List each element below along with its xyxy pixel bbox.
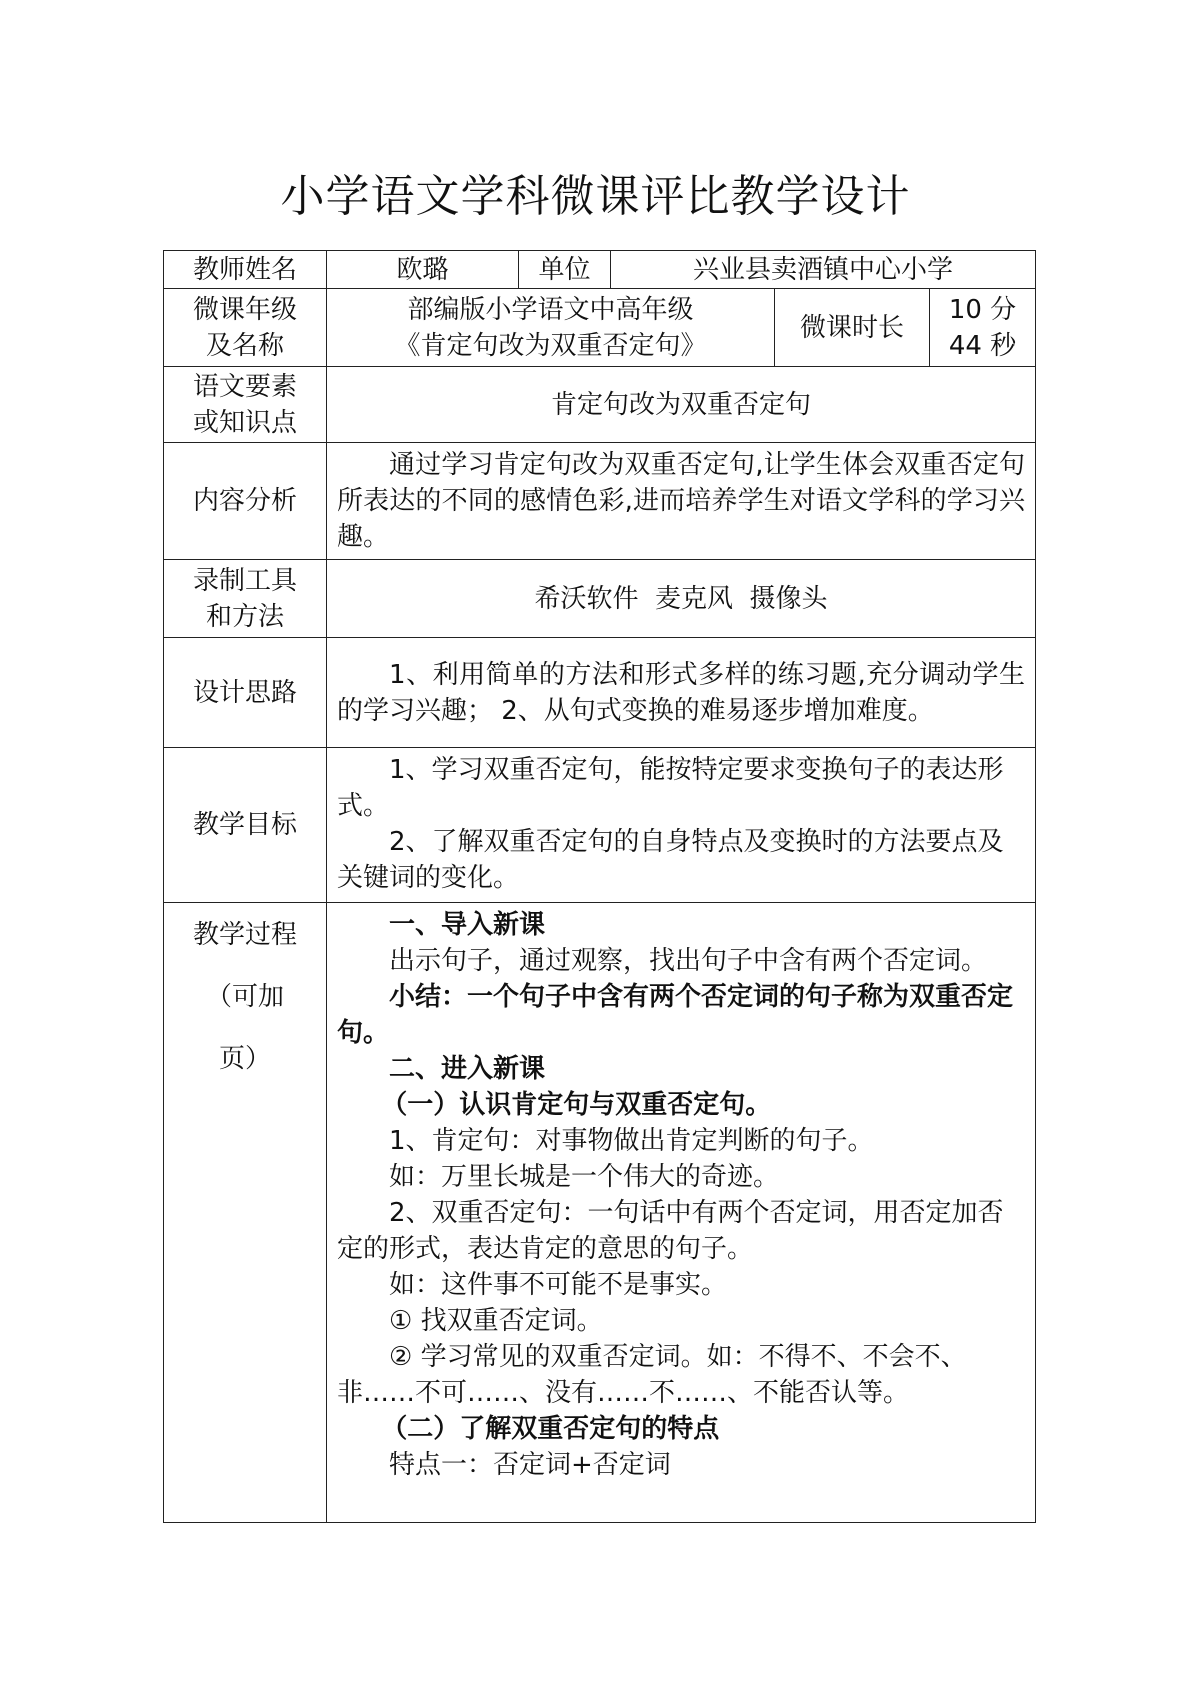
duration-line1: 10 分: [948, 294, 1017, 325]
page-title: 小学语文学科微课评比教学设计: [280, 171, 911, 222]
process-line: 如：这件事不可能不是事实。: [389, 1270, 728, 1300]
tools-label: [164, 560, 327, 638]
row-design: [164, 638, 1036, 748]
goal-item: 1、学习双重否定句，能按特定要求变换句子的表达形式。: [337, 755, 1004, 821]
teacher-name-value: 欧璐: [327, 251, 519, 289]
design-text: 1、利用简单的方法和形式多样的练习题,充分调动学生的学习兴趣； 2、从句式变换的难易逐步增加难度。: [327, 638, 1036, 748]
analysis-text: 通过学习肯定句改为双重否定句,让学生体会双重否定句所表达的不同的感情色彩,进而培养学生对语文学科的学习兴趣。: [327, 443, 1036, 560]
duration-line2: 44 秒: [948, 330, 1017, 361]
row-course: [164, 289, 1036, 367]
process-line: ① 找双重否定词。: [389, 1306, 603, 1336]
row-process: [164, 903, 1036, 1523]
process-heading: 二、进入新课: [389, 1054, 546, 1084]
row-analysis: [164, 443, 1036, 560]
goals-content: [327, 748, 1036, 903]
process-content: [327, 903, 1036, 1523]
unit-label: 单位: [519, 251, 611, 289]
course-label-line1: 微课年级: [192, 294, 297, 325]
process-subheading: （一）认识肯定句与双重否定句。: [381, 1090, 772, 1120]
process-line: ② 学习常见的双重否定词。如：不得不、不会不、非……不可……、没有……不……、不能否认等。: [337, 1342, 967, 1408]
course-label-line2: 及名称: [205, 330, 284, 361]
unit-value: 兴业县卖酒镇中心小学: [611, 251, 1036, 289]
process-label: [164, 903, 327, 1523]
lesson-design-table: [163, 250, 1036, 1523]
course-label: [164, 289, 327, 367]
design-label: 设计思路: [164, 638, 327, 748]
course-name: [327, 289, 775, 367]
process-label-line3: 页）: [218, 1044, 271, 1074]
row-knowledge: [164, 367, 1036, 443]
process-line: 如：万里长城是一个伟大的奇迹。: [389, 1162, 780, 1192]
knowledge-value: 肯定句改为双重否定句: [327, 367, 1036, 443]
process-label-line1: 教学过程: [192, 920, 297, 950]
process-line: 特点一：否定词+否定词: [389, 1450, 671, 1480]
row-teacher: [164, 251, 1036, 289]
teacher-name-label: 教师姓名: [164, 251, 327, 289]
process-heading: 一、导入新课: [389, 910, 546, 940]
process-subheading: （二）了解双重否定句的特点: [381, 1414, 720, 1444]
process-line: 2、双重否定句：一句话中有两个否定词，用否定加否定的形式，表达肯定的意思的句子。: [337, 1198, 1004, 1264]
process-label-line2: （可加: [205, 982, 284, 1012]
row-tools: [164, 560, 1036, 638]
goal-item: 2、了解双重否定句的自身特点及变换时的方法要点及关键词的变化。: [337, 827, 1004, 893]
process-line: 1、肯定句：对事物做出肯定判断的句子。: [389, 1126, 874, 1156]
goals-label: 教学目标: [164, 748, 327, 903]
duration-label: 微课时长: [775, 289, 930, 367]
course-name-line1: 部编版小学语文中高年级: [407, 294, 694, 325]
analysis-label: 内容分析: [164, 443, 327, 560]
course-name-line2: 《肯定句改为双重否定句》: [394, 330, 707, 361]
knowledge-label: [164, 367, 327, 443]
tools-label-line1: 录制工具: [192, 565, 297, 596]
process-summary: 小结：一个句子中含有两个否定词的句子称为双重否定句。: [337, 982, 1014, 1048]
knowledge-label-line1: 语文要素: [192, 371, 297, 402]
duration-value: [930, 289, 1036, 367]
knowledge-label-line2: 或知识点: [192, 407, 297, 438]
tools-label-line2: 和方法: [205, 601, 284, 632]
process-line: 出示句子，通过观察，找出句子中含有两个否定词。: [389, 946, 988, 976]
tools-value: 希沃软件 麦克风 摄像头: [327, 560, 1036, 638]
row-goals: [164, 748, 1036, 903]
